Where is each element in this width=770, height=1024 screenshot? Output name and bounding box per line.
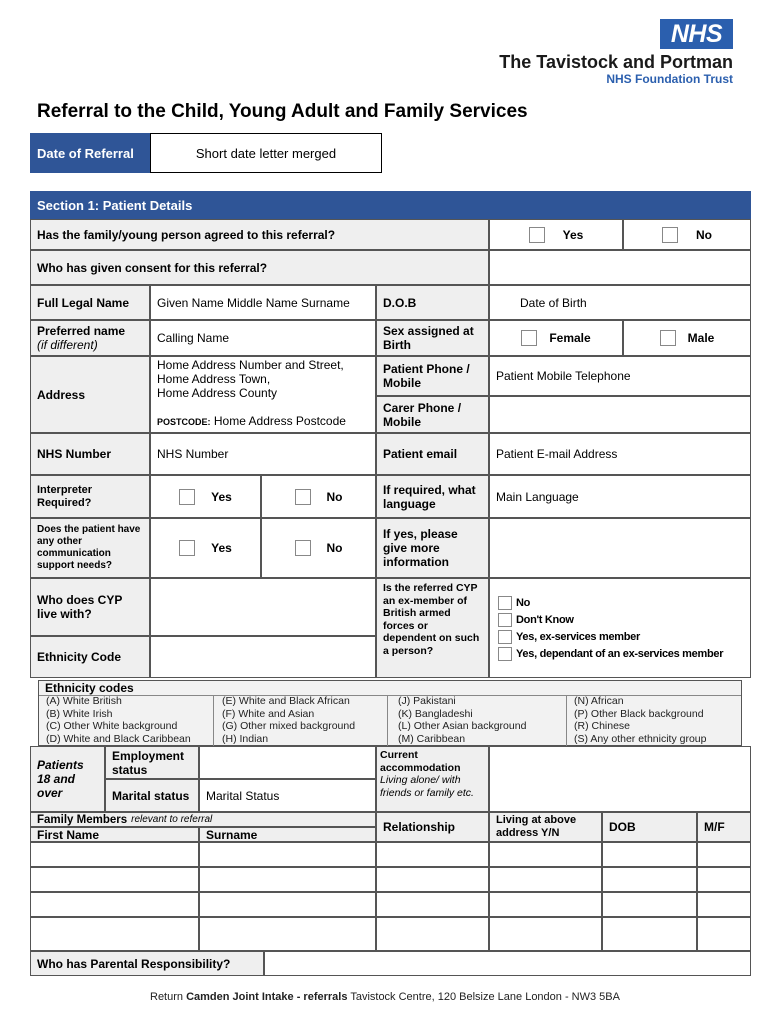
accommodation-title: Current accommodation [380, 749, 461, 774]
carer-phone-label: Carer Phone / Mobile [376, 396, 489, 433]
relationship-cell[interactable] [376, 892, 489, 917]
relationship-cell[interactable] [376, 867, 489, 892]
preferred-name-title: Preferred name [37, 324, 126, 338]
ethnicity-code: (R) Chinese [574, 720, 631, 733]
patient-email-label: Patient email [376, 433, 489, 475]
mf-cell[interactable] [697, 842, 751, 867]
ethnicity-code: (P) Other Black background [574, 707, 704, 720]
relationship-cell[interactable] [376, 842, 489, 867]
consent-no[interactable] [623, 219, 751, 250]
armed-forces-label: Is the referred CYP an ex-member of British armed forces or dependent on such a person? [376, 578, 489, 678]
no-label: No [326, 541, 343, 555]
surname-header: Surname [199, 827, 376, 842]
checkbox-icon[interactable] [498, 647, 512, 661]
marital-field[interactable]: Marital Status [199, 779, 376, 812]
sex-label: Sex assigned at Birth [376, 320, 489, 356]
ethnicity-code-label: Ethnicity Code [30, 636, 150, 678]
armed-option-label: No [516, 596, 531, 609]
ethnicity-code: (J) Pakistani [398, 695, 456, 707]
interpreter-label: Interpreter Required? [30, 475, 150, 518]
ethnicity-code: (N) African [574, 695, 624, 707]
address-field[interactable] [150, 356, 376, 433]
who-consent-label: Who has given consent for this referral? [30, 250, 489, 285]
more-info-label: If yes, please give more information [376, 518, 489, 578]
date-of-referral-label: Date of Referral [30, 133, 150, 173]
parental-responsibility-field[interactable] [264, 951, 751, 976]
consent-yes[interactable] [489, 219, 623, 250]
dob-cell[interactable] [602, 867, 697, 892]
first-name-cell[interactable] [30, 917, 199, 951]
checkbox-icon[interactable] [295, 540, 311, 556]
checkbox-icon[interactable] [498, 630, 512, 644]
patient-phone-field[interactable]: Patient Mobile Telephone [489, 356, 751, 396]
no-label: No [326, 489, 343, 504]
checkbox-icon[interactable] [662, 227, 678, 243]
ethnicity-code: (H) Indian [222, 732, 269, 745]
sex-female[interactable] [489, 320, 623, 356]
address-label: Address [30, 356, 150, 433]
first-name-cell[interactable] [30, 892, 199, 917]
surname-cell[interactable] [199, 842, 376, 867]
ethnicity-column-3 [398, 695, 526, 745]
mf-cell[interactable] [697, 917, 751, 951]
mf-cell[interactable] [697, 867, 751, 892]
patients-18-label: Patients 18 and over [30, 746, 105, 812]
armed-option-dont-know[interactable] [498, 611, 574, 628]
employment-field[interactable] [199, 746, 376, 779]
armed-option-dependant[interactable] [498, 645, 723, 662]
sex-male[interactable] [623, 320, 751, 356]
address-line-1: Home Address Number and Street, [157, 358, 344, 372]
no-label: No [696, 227, 712, 242]
checkbox-icon[interactable] [295, 489, 311, 505]
marital-label: Marital status [105, 779, 199, 812]
footer-contact: Camden Joint Intake - referrals [186, 991, 348, 1003]
preferred-name-field[interactable]: Calling Name [150, 320, 376, 356]
footer-address: Tavistock Centre, 120 Belsize Lane London - NW3 5BA [347, 991, 620, 1003]
male-label: Male [687, 331, 715, 345]
ethnicity-code: (B) White Irish [46, 707, 113, 720]
lives-with-label: Who does CYP live with? [30, 578, 150, 636]
ethnicity-code: (M) Caribbean [398, 732, 466, 745]
nhs-logo: NHS [660, 19, 733, 49]
checkbox-icon[interactable] [529, 227, 545, 243]
surname-cell[interactable] [199, 917, 376, 951]
dob-cell[interactable] [602, 917, 697, 951]
living-above-cell[interactable] [489, 842, 602, 867]
accommodation-field[interactable] [489, 746, 751, 812]
consent-question: Has the family/young person agreed to this referral? [30, 219, 489, 250]
checkbox-icon[interactable] [660, 330, 676, 346]
first-name-header: First Name [30, 827, 199, 842]
trust-name: NHS Foundation Trust [606, 72, 733, 86]
mf-cell[interactable] [697, 892, 751, 917]
address-line-3: Home Address County [157, 386, 278, 400]
yes-label: Yes [211, 489, 232, 504]
ethnicity-codes-title: Ethnicity codes [45, 681, 134, 695]
checkbox-icon[interactable] [498, 596, 512, 610]
language-label: If required, what language [376, 475, 489, 518]
family-members-sub: relevant to referral [131, 814, 213, 825]
ethnicity-code-field[interactable] [150, 636, 376, 678]
first-name-cell[interactable] [30, 867, 199, 892]
armed-option-label: Don't Know [516, 613, 574, 626]
footer-prefix: Return [150, 991, 187, 1003]
checkbox-icon[interactable] [179, 489, 195, 505]
patient-email-field[interactable]: Patient E-mail Address [489, 433, 751, 475]
communication-yes[interactable] [150, 518, 261, 578]
armed-option-no[interactable] [498, 594, 530, 611]
ethnicity-codes-box [38, 680, 742, 746]
surname-cell[interactable] [199, 867, 376, 892]
org-name: The Tavistock and Portman [499, 52, 733, 72]
lives-with-field[interactable] [150, 578, 376, 636]
section-1-header: Section 1: Patient Details [30, 191, 751, 219]
language-field[interactable]: Main Language [489, 475, 751, 518]
ethnicity-code: (A) White British [46, 695, 122, 707]
surname-cell[interactable] [199, 892, 376, 917]
dob-header: DOB [602, 812, 697, 842]
relationship-header: Relationship [376, 812, 489, 842]
yes-label: Yes [562, 227, 584, 242]
ethnicity-code: (D) White and Black Caribbean [46, 732, 191, 745]
living-above-cell[interactable] [489, 867, 602, 892]
checkbox-icon[interactable] [521, 330, 537, 346]
mf-header: M/F [697, 812, 751, 842]
armed-forces-options[interactable] [489, 578, 751, 678]
family-members-label [30, 812, 376, 827]
postcode-label: POSTCODE: [157, 417, 211, 427]
first-name-cell[interactable] [30, 842, 199, 867]
ethnicity-column-4 [574, 695, 707, 745]
dob-cell[interactable] [602, 892, 697, 917]
interpreter-yes[interactable] [150, 475, 261, 518]
female-label: Female [549, 331, 591, 345]
ethnicity-code: (G) Other mixed background [222, 720, 356, 733]
accommodation-sub: Living alone/ with friends or family etc. [380, 774, 474, 799]
full-name-field[interactable]: Given Name Middle Name Surname [150, 285, 376, 320]
ethnicity-code: (K) Bangladeshi [398, 707, 473, 720]
interpreter-no[interactable] [261, 475, 376, 518]
armed-option-label: Yes, dependant of an ex-services member [516, 647, 724, 660]
accommodation-label [376, 746, 489, 812]
full-name-label: Full Legal Name [30, 285, 150, 320]
page-title: Referral to the Child, Young Adult and Family Services [37, 101, 528, 122]
ethnicity-code: (E) White and Black African [222, 695, 350, 707]
ethnicity-code: (S) Any other ethnicity group [574, 732, 707, 745]
date-of-referral-field[interactable]: Short date letter merged [150, 133, 382, 173]
footer [0, 991, 770, 1003]
more-info-field[interactable] [489, 518, 751, 578]
preferred-name-sub: (if different) [37, 338, 98, 352]
dob-label: D.O.B [376, 285, 489, 320]
employment-label: Employment status [105, 746, 199, 779]
nhs-number-label: NHS Number [30, 433, 150, 475]
checkbox-icon[interactable] [179, 540, 195, 556]
dob-field[interactable]: Date of Birth [489, 285, 751, 320]
preferred-name-label [30, 320, 150, 356]
yes-label: Yes [211, 541, 232, 555]
ethnicity-code: (L) Other Asian background [398, 720, 527, 733]
carer-phone-field[interactable] [489, 396, 751, 433]
patient-phone-label: Patient Phone / Mobile [376, 356, 489, 396]
dob-cell[interactable] [602, 842, 697, 867]
who-consent-field[interactable] [489, 250, 751, 285]
ethnicity-column-1 [46, 695, 191, 745]
living-above-cell[interactable] [489, 917, 602, 951]
ethnicity-code: (F) White and Asian [222, 707, 315, 720]
parental-responsibility-label: Who has Parental Responsibility? [30, 951, 264, 976]
ethnicity-code: (C) Other White background [46, 720, 178, 733]
nhs-number-field[interactable]: NHS Number [150, 433, 376, 475]
communication-no[interactable] [261, 518, 376, 578]
living-above-cell[interactable] [489, 892, 602, 917]
address-line-2: Home Address Town, [157, 372, 271, 386]
postcode-value: Home Address Postcode [213, 414, 346, 428]
armed-option-label: Yes, ex-services member [516, 630, 640, 643]
ethnicity-column-2 [222, 695, 355, 745]
relationship-cell[interactable] [376, 917, 489, 951]
communication-label: Does the patient have any other communication support needs? [30, 518, 150, 578]
living-above-header: Living at above address Y/N [489, 812, 602, 842]
checkbox-icon[interactable] [498, 613, 512, 627]
family-members-title: Family Members [37, 813, 128, 826]
armed-option-ex-member[interactable] [498, 628, 640, 645]
